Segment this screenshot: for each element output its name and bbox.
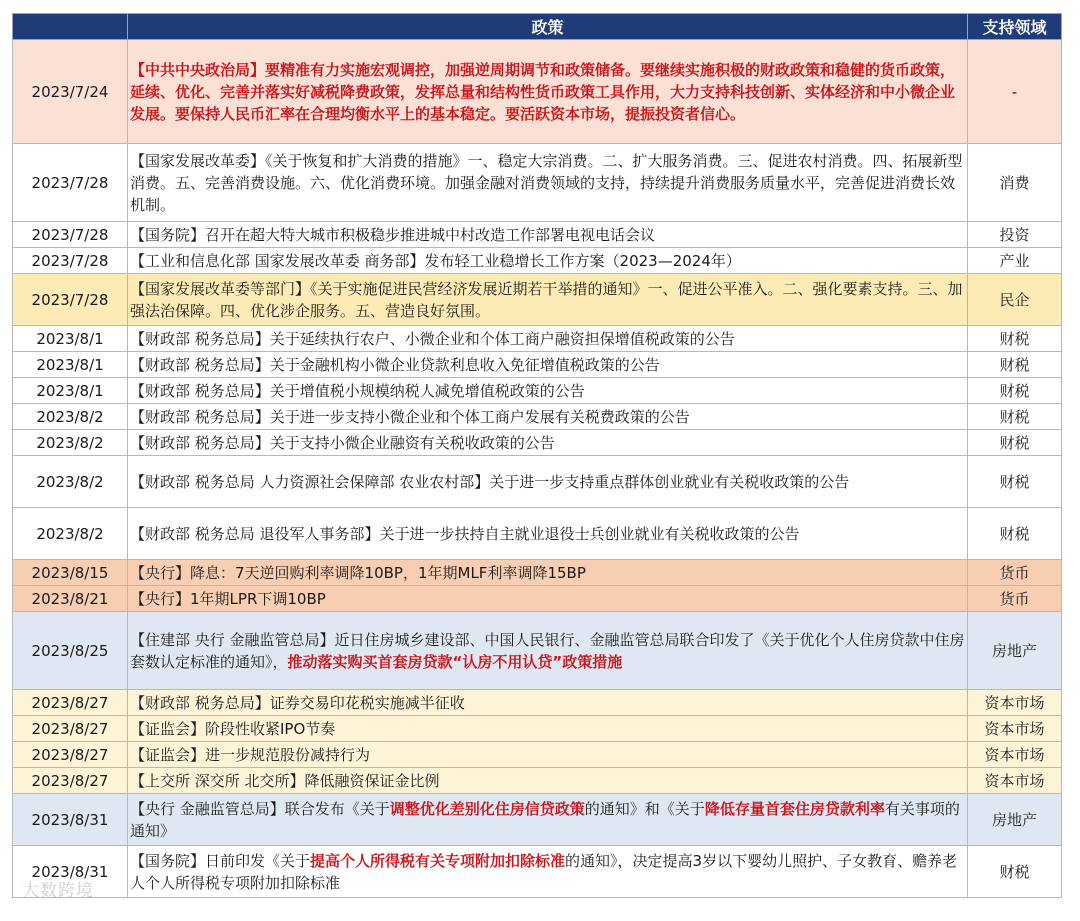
table-row [13,430,1062,456]
table-row [13,560,1062,586]
row-policy [128,586,968,612]
row-policy [128,742,968,768]
policy-text: 【财政部 税务总局 人力资源社会保障部 农业农村部】关于进一步支持重点群体创业就业有关税收政策的公告 [130,472,850,491]
policy-highlight-text: 【中共中央政治局】要精准有力实施宏观调控，加强逆周期调节和政策储备。要继续实施积极的财政政策和稳健的货币政策，延续、优化、完善并落实好减税降费政策，发挥总量和结构性货币政策工具作用，大力支持科技创新、实体经济和中小微企业发展。要保持人民币汇率在合理均衡水平上的基本稳定。要活跃资本市场，提振投资者信心。 [130,60,956,123]
row-support-field: 货币 [968,586,1062,612]
row-support-field: 资本市场 [968,768,1062,794]
row-support-field: 房地产 [968,794,1062,846]
policy-text: 【财政部 税务总局】关于延续执行农户、小微企业和个体工商户融资担保增值税政策的公告 [130,329,735,348]
row-date: 2023/8/27 [13,716,128,742]
table-row [13,352,1062,378]
policy-highlight-text: 调整优化差别化住房信贷政策 [389,799,585,818]
row-policy [128,846,968,898]
row-support-field: 财税 [968,326,1062,352]
table-header-row [13,14,1062,40]
table-row [13,690,1062,716]
row-support-field: 财税 [968,846,1062,898]
row-policy [128,716,968,742]
row-policy [128,508,968,560]
table-row [13,742,1062,768]
table-row [13,40,1062,144]
table-row [13,612,1062,690]
policy-text: 【央行 金融监管总局】联合发布《关于 [130,799,390,818]
row-support-field: 房地产 [968,612,1062,690]
row-date: 2023/8/27 [13,690,128,716]
policy-text: 有关事项的通知》 [130,799,960,840]
row-support-field: - [968,40,1062,144]
table-row [13,768,1062,794]
policy-text: 【财政部 税务总局】关于金融机构小微企业贷款利息收入免征增值税政策的公告 [130,355,660,374]
row-support-field: 财税 [968,508,1062,560]
row-support-field: 投资 [968,222,1062,248]
row-policy [128,326,968,352]
row-date: 2023/8/2 [13,456,128,508]
table-row [13,144,1062,222]
table-row [13,846,1062,898]
row-date: 2023/7/28 [13,248,128,274]
row-policy [128,222,968,248]
row-policy [128,794,968,846]
row-policy [128,612,968,690]
row-support-field: 财税 [968,378,1062,404]
row-date: 2023/8/1 [13,378,128,404]
row-policy [128,690,968,716]
row-date: 2023/8/15 [13,560,128,586]
row-support-field: 资本市场 [968,716,1062,742]
table-row [13,274,1062,326]
row-support-field: 货币 [968,560,1062,586]
row-date: 2023/8/27 [13,768,128,794]
table-body [13,40,1062,898]
policy-text: 【财政部 税务总局 退役军人事务部】关于进一步扶持自主就业退役士兵创业就业有关税收政策的公告 [130,524,800,543]
policy-text: 【证监会】阶段性收紧IPO节奏 [130,719,336,738]
policy-text: 【财政部 税务总局】关于进一步支持小微企业和个体工商户发展有关税费政策的公告 [130,407,690,426]
policy-text: 【住建部 央行 金融监管总局】近日住房城乡建设部、中国人民银行、金融监管总局联合印发了《关于优化个人住房贷款中住房套数认定标准的通知》， [130,630,965,671]
policy-text: 【上交所 深交所 北交所】降低融资保证金比例 [130,771,440,790]
table-row [13,794,1062,846]
row-support-field: 财税 [968,404,1062,430]
row-policy [128,430,968,456]
policy-text: 【国家发展改革委】《关于恢复和扩大消费的措施》一、稳定大宗消费。二、扩大服务消费。三、促进农村消费。四、拓展新型消费。五、完善消费设施。六、优化消费环境。加强金融对消费领域的支持，持续提升消费服务质量水平，完善促进消费长效机制。 [130,151,963,214]
header-policy: 政策 [128,14,968,40]
row-policy [128,456,968,508]
row-support-field: 财税 [968,352,1062,378]
row-date: 2023/8/1 [13,352,128,378]
row-policy [128,560,968,586]
policy-text: 【工业和信息化部 国家发展改革委 商务部】发布轻工业稳增长工作方案（2023—2024年） [130,251,741,270]
row-date: 2023/7/24 [13,40,128,144]
row-date: 2023/8/21 [13,586,128,612]
table-row [13,404,1062,430]
table-row [13,248,1062,274]
policy-text: 【央行】降息：7天逆回购利率调降10BP，1年期MLF利率调降15BP [130,563,586,582]
row-support-field: 财税 [968,456,1062,508]
row-date: 2023/8/1 [13,326,128,352]
header-field: 支持领域 [968,14,1062,40]
row-policy [128,404,968,430]
row-date: 2023/8/2 [13,430,128,456]
policy-text: 【证监会】进一步规范股份减持行为 [130,745,371,764]
table-row [13,456,1062,508]
row-policy [128,40,968,144]
row-date: 2023/8/2 [13,508,128,560]
policy-highlight-text: 提高个人所得税有关专项附加扣除标准 [310,851,566,870]
row-policy [128,352,968,378]
row-policy [128,768,968,794]
row-policy [128,378,968,404]
watermark: 大数跨境 [22,881,94,901]
row-date: 2023/7/28 [13,274,128,326]
policy-text: 【财政部 税务总局】证券交易印花税实施减半征收 [130,693,465,712]
row-date: 2023/8/25 [13,612,128,690]
row-support-field: 财税 [968,430,1062,456]
table-row [13,378,1062,404]
policy-highlight-text: 降低存量首套住房贷款利率 [704,799,885,818]
row-date: 2023/8/31 [13,846,128,898]
row-support-field: 民企 [968,274,1062,326]
policy-table [12,13,1062,898]
header-date [13,14,128,40]
row-date: 2023/7/28 [13,222,128,248]
table-row [13,716,1062,742]
row-policy [128,248,968,274]
row-policy [128,274,968,326]
table-row [13,222,1062,248]
row-support-field: 资本市场 [968,742,1062,768]
policy-text: 的通知》，决定提高3岁以下婴幼儿照护、子女教育、赡养老人个人所得税专项附加扣除标准 [130,851,958,892]
policy-highlight-text: 推动落实购买首套房贷款“认房不用认贷”政策措施 [287,652,623,671]
row-support-field: 产业 [968,248,1062,274]
policy-text: 【财政部 税务总局】关于增值税小规模纳税人减免增值税政策的公告 [130,381,585,400]
row-date: 2023/7/28 [13,144,128,222]
row-support-field: 资本市场 [968,690,1062,716]
row-date: 2023/8/2 [13,404,128,430]
table-row [13,326,1062,352]
policy-text: 【国家发展改革委等部门】《关于实施促进民营经济发展近期若干举措的通知》一、促进公平准入。二、强化要素支持。三、加强法治保障。四、优化涉企服务。五、营造良好氛围。 [130,279,963,320]
policy-text: 【国务院】召开在超大特大城市积极稳步推进城中村改造工作部署电视电话会议 [130,225,656,244]
row-policy [128,144,968,222]
policy-text: 【央行】1年期LPR下调10BP [130,589,326,608]
row-date: 2023/8/31 [13,794,128,846]
policy-text: 【国务院】日前印发《关于 [130,851,311,870]
policy-text: 【财政部 税务总局】关于支持小微企业融资有关税收政策的公告 [130,433,555,452]
row-support-field: 消费 [968,144,1062,222]
row-date: 2023/8/27 [13,742,128,768]
table-row [13,586,1062,612]
policy-text: 的通知》和《关于 [584,799,705,818]
table-row [13,508,1062,560]
